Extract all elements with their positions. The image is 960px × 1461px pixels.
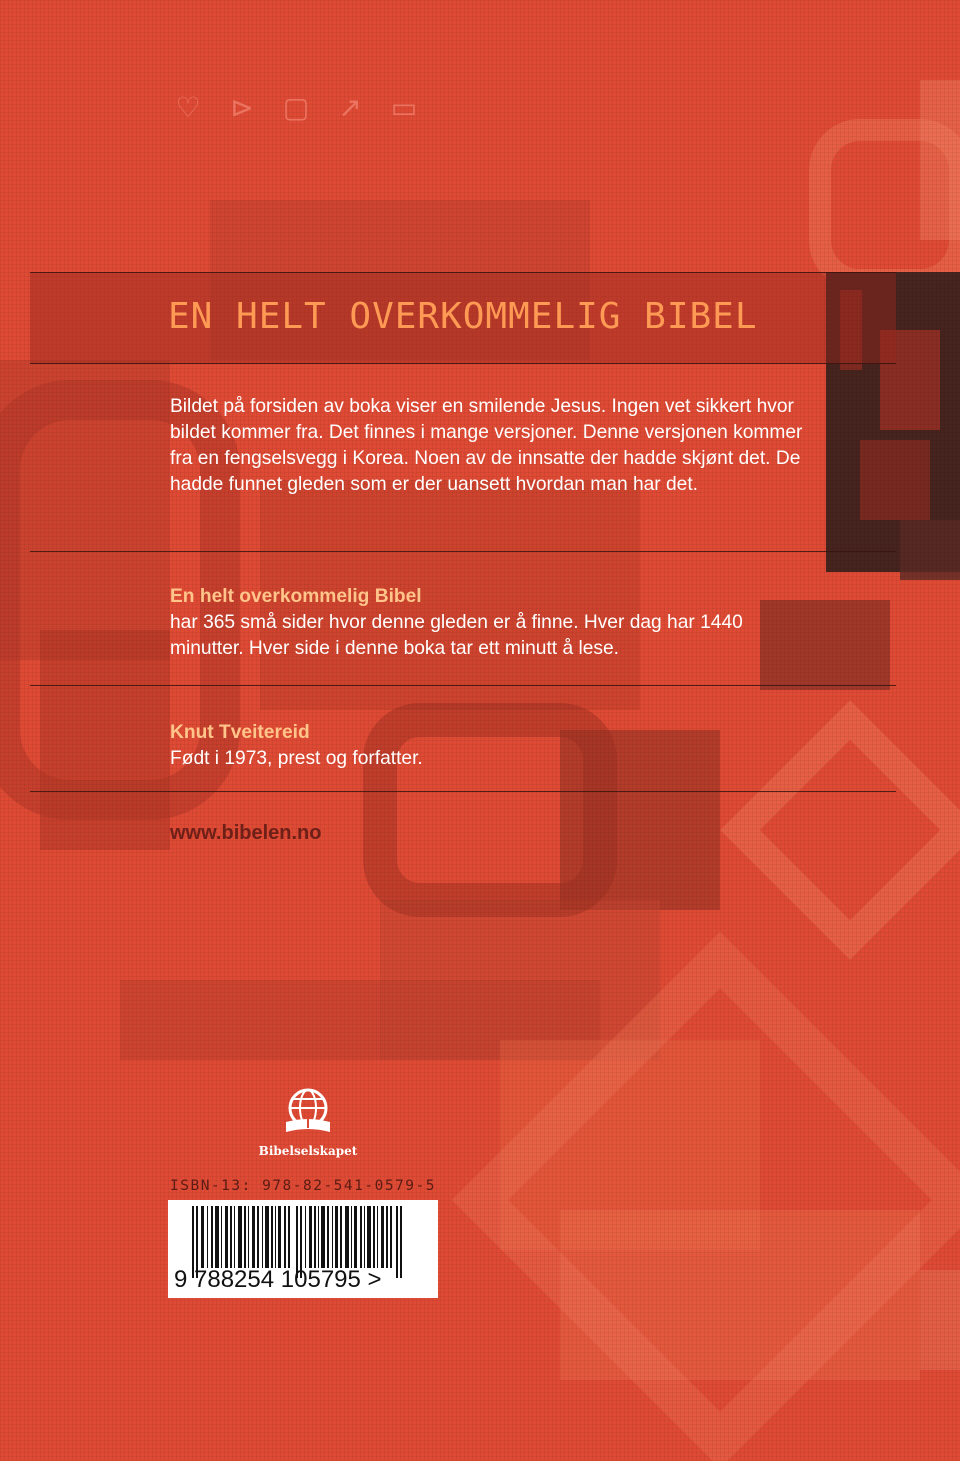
website-link[interactable]: www.bibelen.no — [170, 822, 322, 844]
author-name: Knut Tveitereid — [170, 722, 310, 743]
isbn-label: ISBN-13: 978-82-541-0579-5 — [170, 1178, 436, 1194]
barcode-digits: 9 788254 105795 > — [174, 1266, 382, 1293]
publisher-name: Bibelselskapet — [258, 1144, 358, 1158]
divider — [30, 685, 896, 686]
arrow-box-icon: ⊳ — [230, 91, 254, 124]
publisher-logo — [258, 1086, 358, 1158]
speech-bubble-icon: ▢ — [282, 91, 310, 124]
divider — [30, 551, 896, 552]
heart-icon: ♡ — [175, 91, 201, 124]
divider — [30, 272, 896, 273]
globe-book-icon — [280, 1086, 336, 1138]
monitor-icon: ▭ — [390, 91, 418, 124]
top-icon-row — [170, 88, 440, 128]
divider — [30, 363, 896, 364]
book-title: EN HELT OVERKOMMELIG BIBEL — [168, 296, 758, 337]
intro-paragraph: Bildet på forsiden av boka viser en smilende Jesus. Ingen vet sikkert hvor bildet kommer fra. Det finnes i mange versjoner. Denne versjonen kommer fra en fengselsvegg i Korea. Noen av de innsatte der hadde skjønt det. De hadde funnet gleden som er der uansett hvordan man har det. — [170, 396, 803, 495]
book-section-text: har 365 små sider hvor denne gleden er å finne. Hver dag har 1440 minutter. Hver side i denne boka tar ett minutt å lese. — [170, 612, 743, 659]
book-section-heading: En helt overkommelig Bibel — [170, 586, 422, 607]
author-bio: Født i 1973, prest og forfatter. — [170, 748, 423, 769]
arrow-diagonal-icon: ↗ — [338, 91, 362, 124]
divider — [30, 791, 896, 792]
barcode — [168, 1200, 438, 1298]
